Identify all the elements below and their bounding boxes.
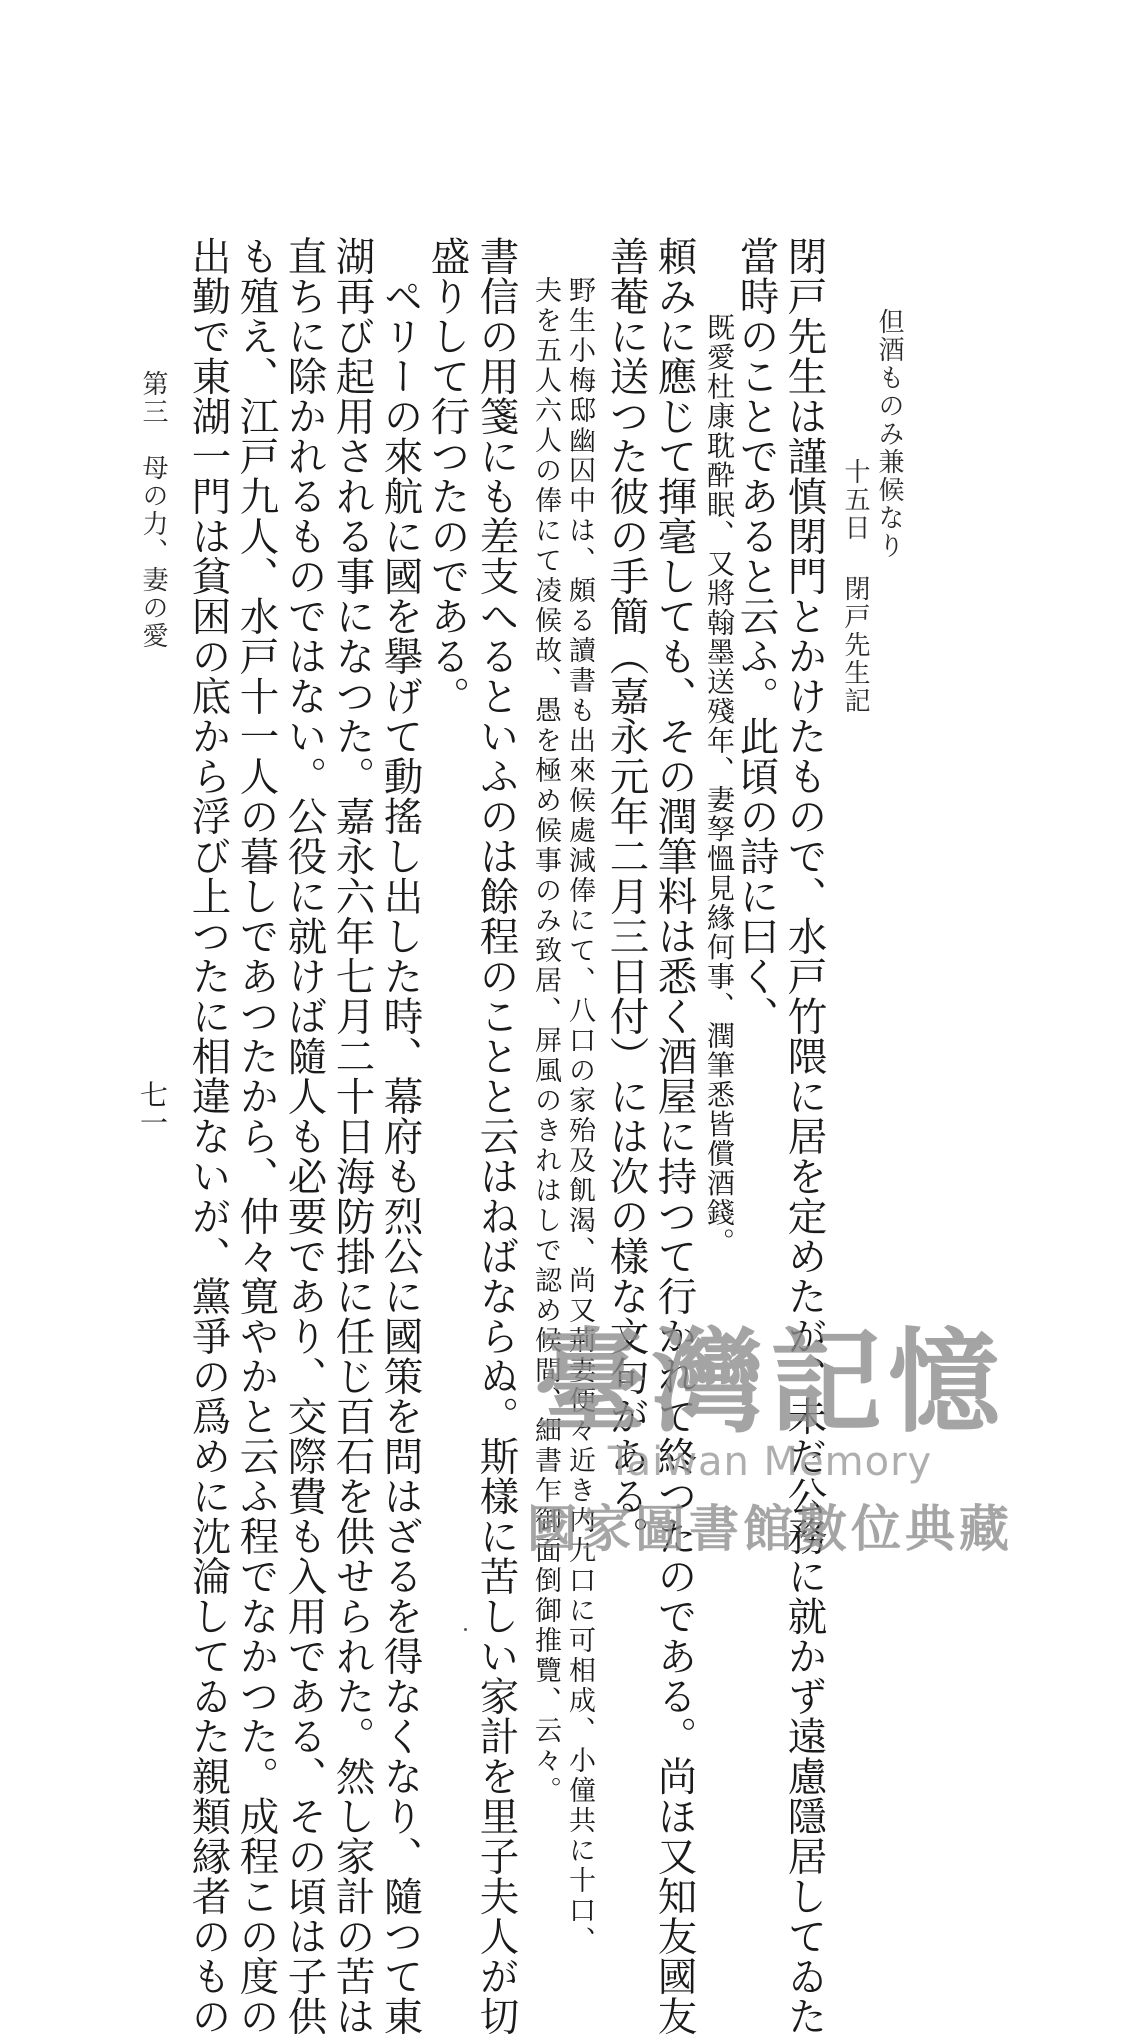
text-column-11: 出勤で東湖一門は貧困の底から浮び上つたに相違ないが、黨爭の爲めに沈淪してゐた親類縁者のもの <box>185 236 232 2036</box>
header-date: 十五日 <box>840 458 870 542</box>
text-column-5: 書信の用箋にも差支へるといふのは餘程のことと云はねばならぬ。斯樣に苦しい家計を里子夫人が切 <box>473 236 520 2036</box>
text-column-10: も殖え、江戸九人、水戸十一人の暮しであつたから、仲々寛やかと云ふ程でなかつた。成程この度の <box>233 236 280 2036</box>
chapter-title: 第三 母の力、妻の愛 <box>138 370 168 650</box>
text-column-9: 直ちに除かれるものではない。公役に就けば隨人も必要であり、交際費も入用である、その頃は子供 <box>281 236 328 2036</box>
text-column-2: 當時のことであると云ふ。此頃の詩に曰く、 <box>733 236 780 1036</box>
text-column-8: 湖再び起用される事になつた。嘉永六年七月二十日海防掛に任じ百石を供せられた。然し家計の苦は <box>329 236 376 2036</box>
watermark <box>490 1318 1050 1561</box>
watermark-english: Taiwan Memory <box>607 1438 933 1485</box>
watermark-subtitle: 國家圖書館數位典藏 <box>527 1499 1013 1558</box>
poem-column: 既愛杜康耽酔眠、又將翰墨送殘年、妻孥慍見緣何事、潤筆悉皆償酒錢。 <box>703 313 736 1257</box>
header-signature: 閉戸先生記 <box>840 575 870 715</box>
letter-column-1: 野生小梅邸幽囚中は、頗る讀書も出來候處減俸にて、八口の家殆及飢渴、尚又荊妻便々近き内九口に可相成、小僮共に十口、 <box>564 276 595 1956</box>
watermark-title: 臺灣記憶 <box>534 1318 1006 1448</box>
letter-column-2: 夫を五人六人の俸にて凌候故、愚を極め候事のみ致居、屏風のきれはしで認め候間、細書乍御面倒御推覽、云々。 <box>530 276 561 1806</box>
text-column-1: 閉戸先生は謹慎閉門とかけたもので、水戸竹隈に居を定めたが、未だ公務に就かず遠慮隱居してゐた <box>781 236 828 2036</box>
text-column-7: ペリーの來航に國を擧げて動搖し出した時、幕府も烈公に國策を問はざるを得なくなり、隨つて東 <box>377 276 424 2036</box>
print-speck <box>464 1628 467 1631</box>
page-number: 七一 <box>136 1080 169 1136</box>
text-column-3: 頼みに應じて揮毫しても、その潤筆料は悉く酒屋に持つて行かれて終つたのである。尚ほ又知友國友 <box>651 236 698 2036</box>
text-column-4: 善菴に送つた彼の手簡（嘉永元年二月三日付）には次の樣な文句がある。 <box>603 236 650 1556</box>
text-column-6: 盛りして行つたのである。 <box>424 236 471 716</box>
header-note: 但酒ものみ兼候なり <box>874 308 904 560</box>
